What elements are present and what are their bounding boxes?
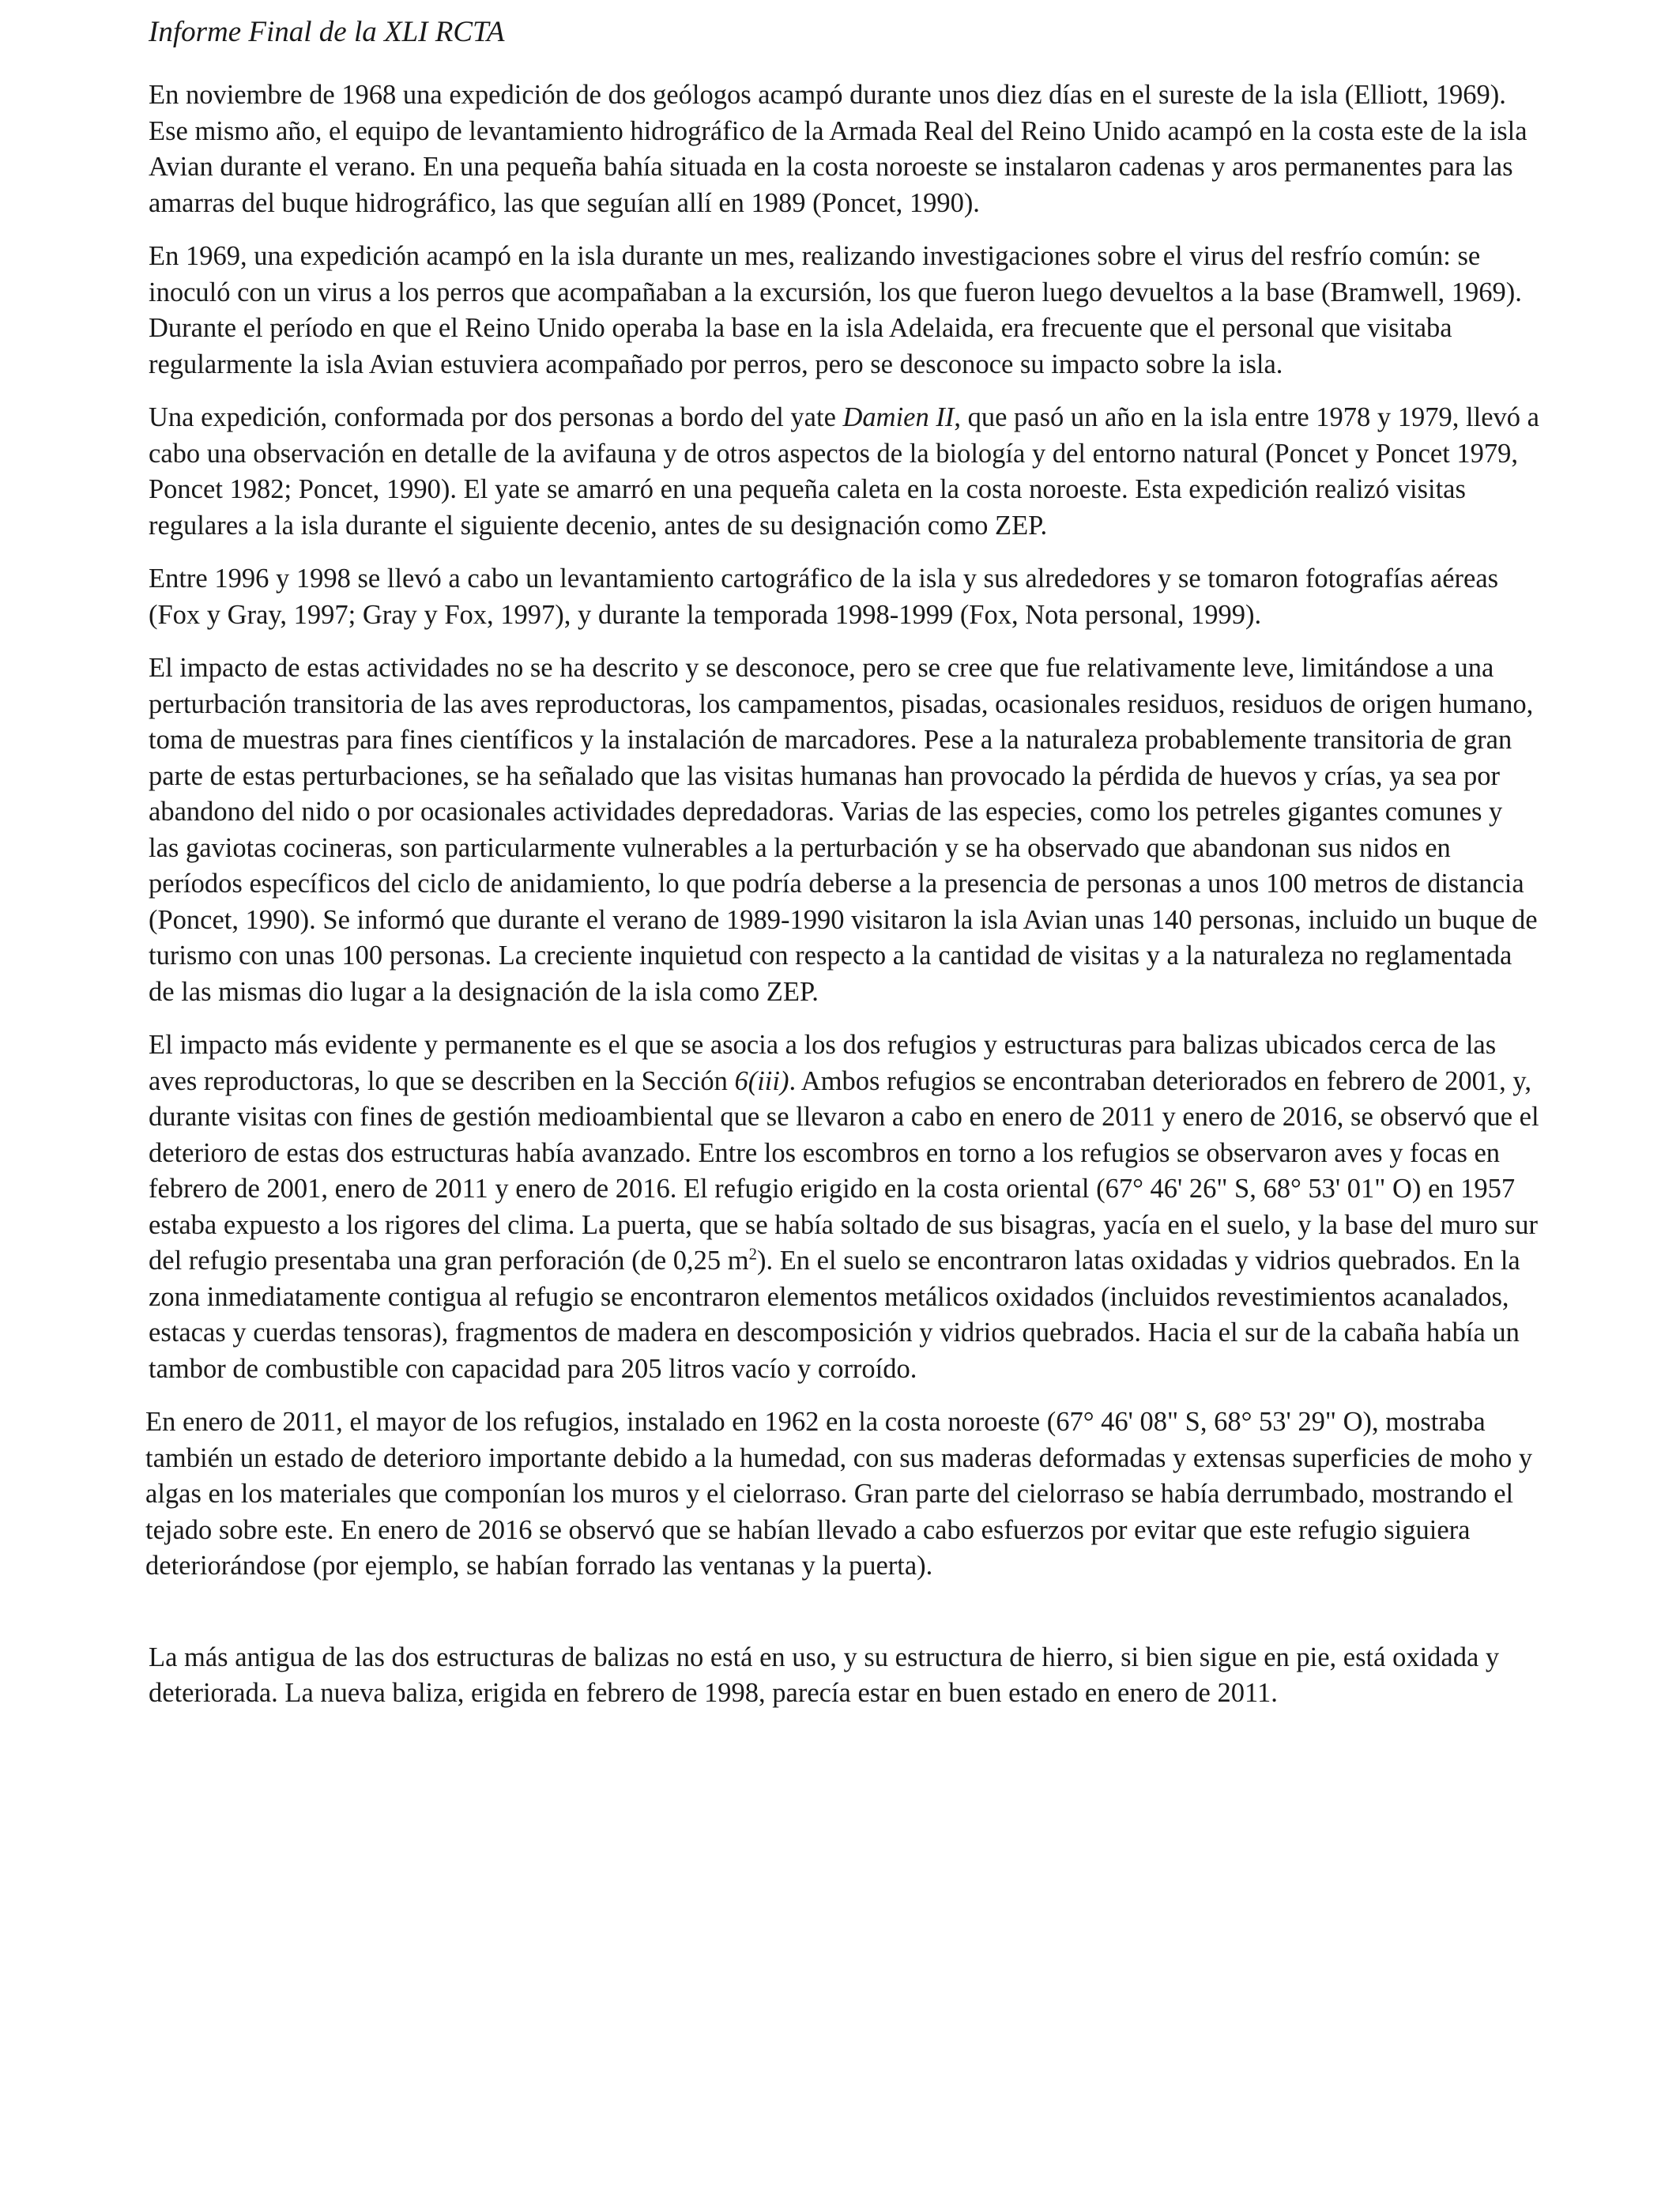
paragraph-3-text-after: , que pasó un año en la isla entre 1978 y 1979, llevó a cabo una observación en detalle de la avifauna y de otros aspectos de la biología y del entorno natural (Poncet y Poncet 1979, Poncet 1982; Poncet, 1990). El yate se amarró en una pequeña caleta en la costa noroeste. Esta expedición realizó visitas regulares a la isla durante el siguiente decenio, antes de su designación como ZEP.: [149, 402, 1539, 541]
paragraph-7: En enero de 2011, el mayor de los refugios, instalado en 1962 en la costa noroeste (67° 46' 08" S, 68° 53' 29" O), mostraba también un estado de deterioro importante debido a la humedad, con sus maderas deformadas y extensas superficies de moho y algas en los materiales que componían los muros y el cielorraso. Gran parte del cielorraso se había derrumbado, mostrando el tejado sobre este. En enero de 2016 se observó que se habían llevado a cabo esfuerzos por evitar que este refugio siguiera deteriorándose (por ejemplo, se habían forrado las ventanas y la puerta).: [145, 1407, 1533, 1581]
paragraph-6: [149, 1027, 1539, 1387]
section-reference: 6(iii): [734, 1065, 789, 1096]
document-page: [145, 14, 1539, 1729]
paragraph-3-text-before: Una expedición, conformada por dos personas a bordo del yate: [149, 402, 843, 432]
paragraph-2: En 1969, una expedición acampó en la isla durante un mes, realizando investigaciones sobre el virus del resfrío común: se inoculó con un virus a los perros que acompañaban a la excursión, los que fueron luego devueltos a la base (Bramwell, 1969). Durante el período en que el Reino Unido operaba la base en la isla Adelaida, era frecuente que el personal que visitaba regularmente la isla Avian estuviera acompañado por perros, pero se desconoce su impacto sobre la isla.: [149, 241, 1522, 379]
paragraph-6-text-after: ). En el suelo se encontraron latas oxidadas y vidrios quebrados. En la zona inmediatamente contigua al refugio se encontraron elementos metálicos oxidados (incluidos revestimientos acanalados, estacas y cuerdas tensoras), fragmentos de madera en descomposición y vidrios quebrados. Hacia el sur de la cabaña había un tambor de combustible con capacidad para 205 litros vacío y corroído.: [149, 1246, 1520, 1384]
paragraph-6-text-middle: . Ambos refugios se encontraban deteriorados en febrero de 2001, y, durante visitas con fines de gestión medioambiental que se llevaron a cabo en enero de 2011 y enero de 2016, se observó que el deterioro de estas dos estructuras había avanzado. Entre los escombros en torno a los refugios se observaron aves y focas en febrero de 2001, enero de 2011 y enero de 2016. El refugio erigido en la costa oriental (67° 46' 26" S, 68° 53' 01" O) en 1957 estaba expuesto a los rigores del clima. La puerta, que se había soltado de sus bisagras, yacía en el suelo, y la base del muro sur del refugio presentaba una gran perforación (de 0,25 m: [149, 1065, 1539, 1276]
superscript-2: 2: [748, 1246, 757, 1264]
paragraph-6-text-before: El impacto más evidente y permanente es el que se asocia a los dos refugios y estructuras para balizas ubicados cerca de las aves reproductoras, lo que se describen en la Sección: [149, 1030, 1497, 1096]
page-header: Informe Final de la XLI RCTA: [149, 16, 505, 48]
paragraph-3: [149, 400, 1539, 544]
paragraph-8: La más antigua de las dos estructuras de balizas no está en uso, y su estructura de hierro, si bien sigue en pie, está oxidada y deteriorada. La nueva baliza, erigida en febrero de 1998, parecía estar en buen estado en enero de 2011.: [149, 1642, 1500, 1708]
paragraph-1: En noviembre de 1968 una expedición de dos geólogos acampó durante unos diez días en el sureste de la isla (Elliott, 1969). Ese mismo año, el equipo de levantamiento hidrográfico de la Armada Real del Reino Unido acampó en la costa este de la isla Avian durante el verano. En una pequeña bahía situada en la costa noroeste se instalaron cadenas y aros permanentes para las amarras del buque hidrográfico, las que seguían allí en 1989 (Poncet, 1990).: [149, 80, 1527, 218]
paragraph-5: El impacto de estas actividades no se ha descrito y se desconoce, pero se cree que fue relativamente leve, limitándose a una perturbación transitoria de las aves reproductoras, los campamentos, pisadas, ocasionales residuos, residuos de origen humano, toma de muestras para fines científicos y la instalación de marcadores. Pese a la naturaleza probablemente transitoria de gran parte de estas perturbaciones, se ha señalado que las visitas humanas han provocado la pérdida de huevos y crías, ya sea por abandono del nido o por ocasionales actividades depredadoras. Varias de las especies, como los petreles gigantes comunes y las gaviotas cocineras, son particularmente vulnerables a la perturbación y se ha observado que abandonan sus nidos en períodos específicos del ciclo de anidamiento, lo que podría deberse a la presencia de personas a unos 100 metros de distancia (Poncet, 1990). Se informó que durante el verano de 1989-1990 visitaron la isla Avian unas 140 personas, incluido un buque de turismo con unas 100 personas. La creciente inquietud con respecto a la cantidad de visitas y a la naturaleza no reglamentada de las mismas dio lugar a la designación de la isla como ZEP.: [149, 653, 1538, 1007]
paragraph-4: Entre 1996 y 1998 se llevó a cabo un levantamiento cartográfico de la isla y sus alrededores y se tomaron fotografías aéreas (Fox y Gray, 1997; Gray y Fox, 1997), y durante la temporada 1998-1999 (Fox, Nota personal, 1999).: [149, 564, 1499, 630]
yacht-name: Damien II: [842, 402, 955, 432]
